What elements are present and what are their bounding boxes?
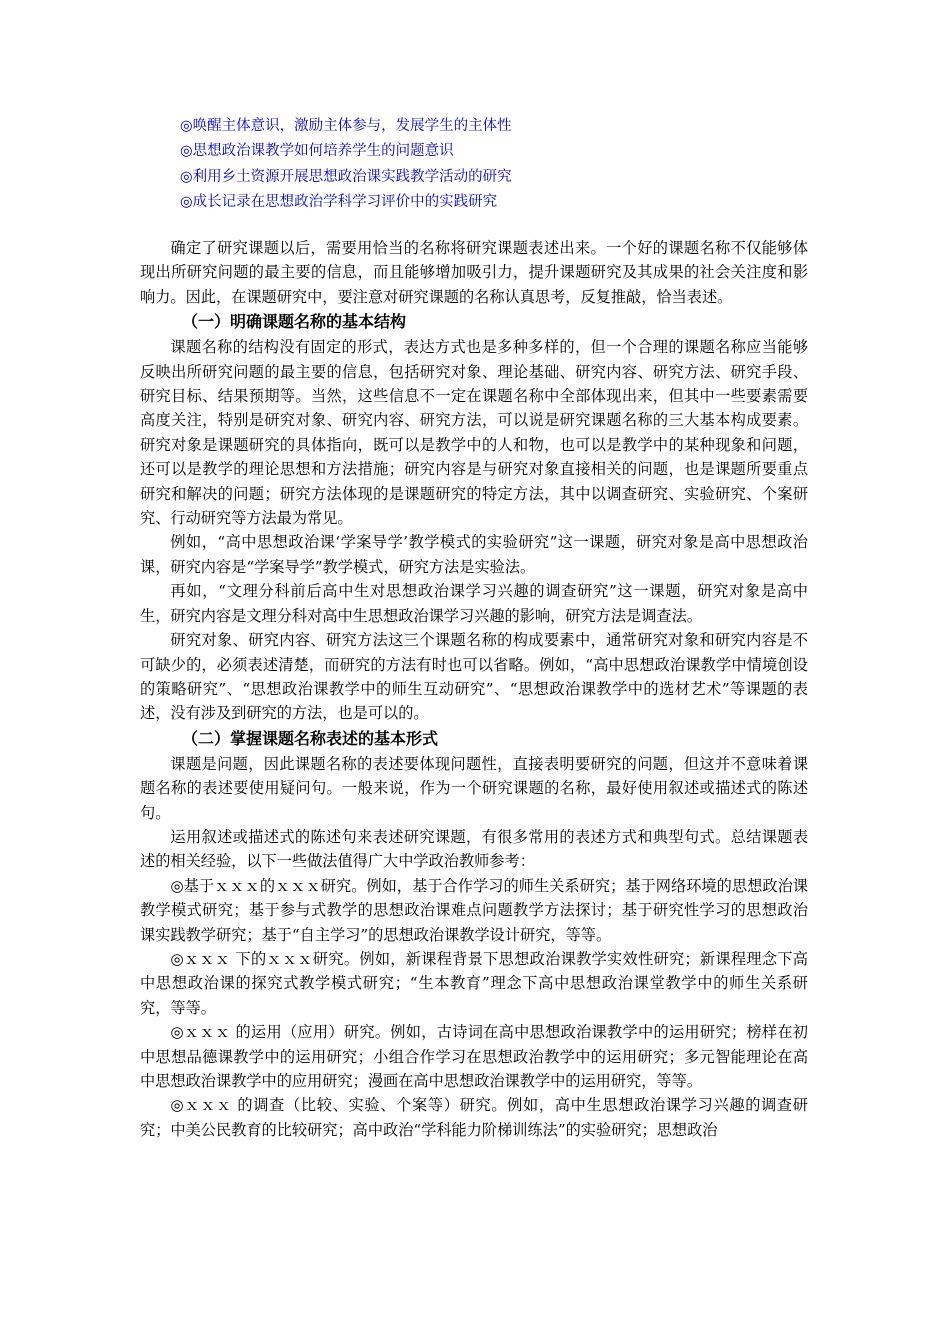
topic-link[interactable]: ◎思想政治课教学如何培养学生的问题意识 <box>180 143 454 160</box>
paragraph: ◎ｘｘｘ 的调查（比较、实验、个案等）研究。例如，高中生思想政治课学习兴趣的调查研究；中美公民教育的比较研究；高中政治“学科能力阶梯训练法”的实验研究；思想政治 <box>140 1096 808 1139</box>
paragraph: 研究对象、研究内容、研究方法这三个课题名称的构成要素中，通常研究对象和研究内容是不可缺少的，必须表述清楚，而研究的方法有时也可以省略。例如，“高中思想政治课教学中情境创设的策略研究”、“思想政治课教学中的师生互动研究”、“思想政治课教学中的选材艺术”等课题的表述，没有涉及到研究的方法，也是可以的。 <box>140 631 808 723</box>
topic-link[interactable]: ◎利用乡土资源开展思想政治课实践教学活动的研究 <box>180 168 512 185</box>
paragraph: 例如，“高中思想政治课‘学案导学’教学模式的实验研究”这一课题，研究对象是高中思想政治课，研究内容是“学案导学”教学模式，研究方法是实验法。 <box>140 533 808 576</box>
topic-link[interactable]: ◎唤醒主体意识，激励主体参与，发展学生的主体性 <box>180 118 512 134</box>
paragraph: 课题名称的结构没有固定的形式，表达方式也是多种多样的，但一个合理的课题名称应当能够反映出所研究问题的最主要的信息，包括研究对象、理论基础、研究内容、研究方法、研究手段、研究目标、结果预期等。当然，这些信息不一定在课题名称中全部体现出来，但其中一些要素需要高度关注，特别是研究对象、研究内容、研究方法，可以说是研究课题名称的三大基本构成要素。研究对象是课题研究的具体指向，既可以是教学中的人和物，也可以是教学中的某种现象和问题，还可以是教学的理论思想和方法措施；研究内容是与研究对象直接相关的问题，也是课题所要重点研究和解决的问题；研究方法体现的是课题研究的特定方法，其中以调查研究、实验研究、个案研究、行动研究等方法最为常见。 <box>140 338 808 528</box>
paragraph: ◎ｘｘｘ 的运用（应用）研究。例如，古诗词在高中思想政治课教学中的运用研究；榜样在初中思想品德课教学中的运用研究；小组合作学习在思想政治教学中的运用研究；多元智能理论在高中思想政治课教学中的应用研究；漫画在高中思想政治课教学中的运用研究，等等。 <box>140 1023 808 1090</box>
paragraph: ◎基于ｘｘｘ的ｘｘｘ研究。例如，基于合作学习的师生关系研究；基于网络环境的思想政治课教学模式研究；基于参与式教学的思想政治课难点问题教学方法探讨；基于研究性学习的思想政治课实践教学研究；基于“自主学习”的思想政治课教学设计研究，等等。 <box>140 876 808 944</box>
intro-paragraph: 确定了研究课题以后，需要用恰当的名称将研究课题表述出来。一个好的课题名称不仅能够体现出所研究问题的最主要的信息，而且能够增加吸引力，提升课题研究及其成果的社会关注度和影响力。因此，在课题研究中，要注意对研究课题的名称认真思考，反复推敲，恰当表述。 <box>140 239 808 306</box>
paragraph: ◎ｘｘｘ 下的ｘｘｘ研究。例如，新课程背景下思想政治课教学实效性研究；新课程理念下高中思想政治课的探究式教学模式研究；“生本教育”理念下高中思想政治课堂教学中的师生关系研究，等等。 <box>140 949 808 1017</box>
related-topics-list <box>180 114 820 216</box>
section-heading-1: （一）明确课题名称的基本结构 <box>182 312 407 332</box>
paragraph: 运用叙述或描述式的陈述句来表述研究课题，有很多常用的表述方式和典型句式。总结课题表述的相关经验，以下一些做法值得广大中学政治教师参考： <box>140 827 808 871</box>
paragraph: 再如，“文理分科前后高中生对思想政治课学习兴趣的调查研究”这一课题，研究对象是高中生，研究内容是文理分科对高中生思想政治课学习兴趣的影响，研究方法是调查法。 <box>140 582 808 625</box>
section-heading-2: （二）掌握课题名称表述的基本形式 <box>182 728 439 748</box>
document-body <box>140 236 808 1142</box>
paragraph: 课题是问题，因此课题名称的表述要体现问题性，直接表明要研究的问题，但这并不意味着课题名称的表述要使用疑问句。一般来说，作为一个研究课题的名称，最好使用叙述或描述式的陈述句。 <box>140 754 808 822</box>
topic-link[interactable]: ◎成长记录在思想政治学科学习评价中的实践研究 <box>180 194 498 211</box>
